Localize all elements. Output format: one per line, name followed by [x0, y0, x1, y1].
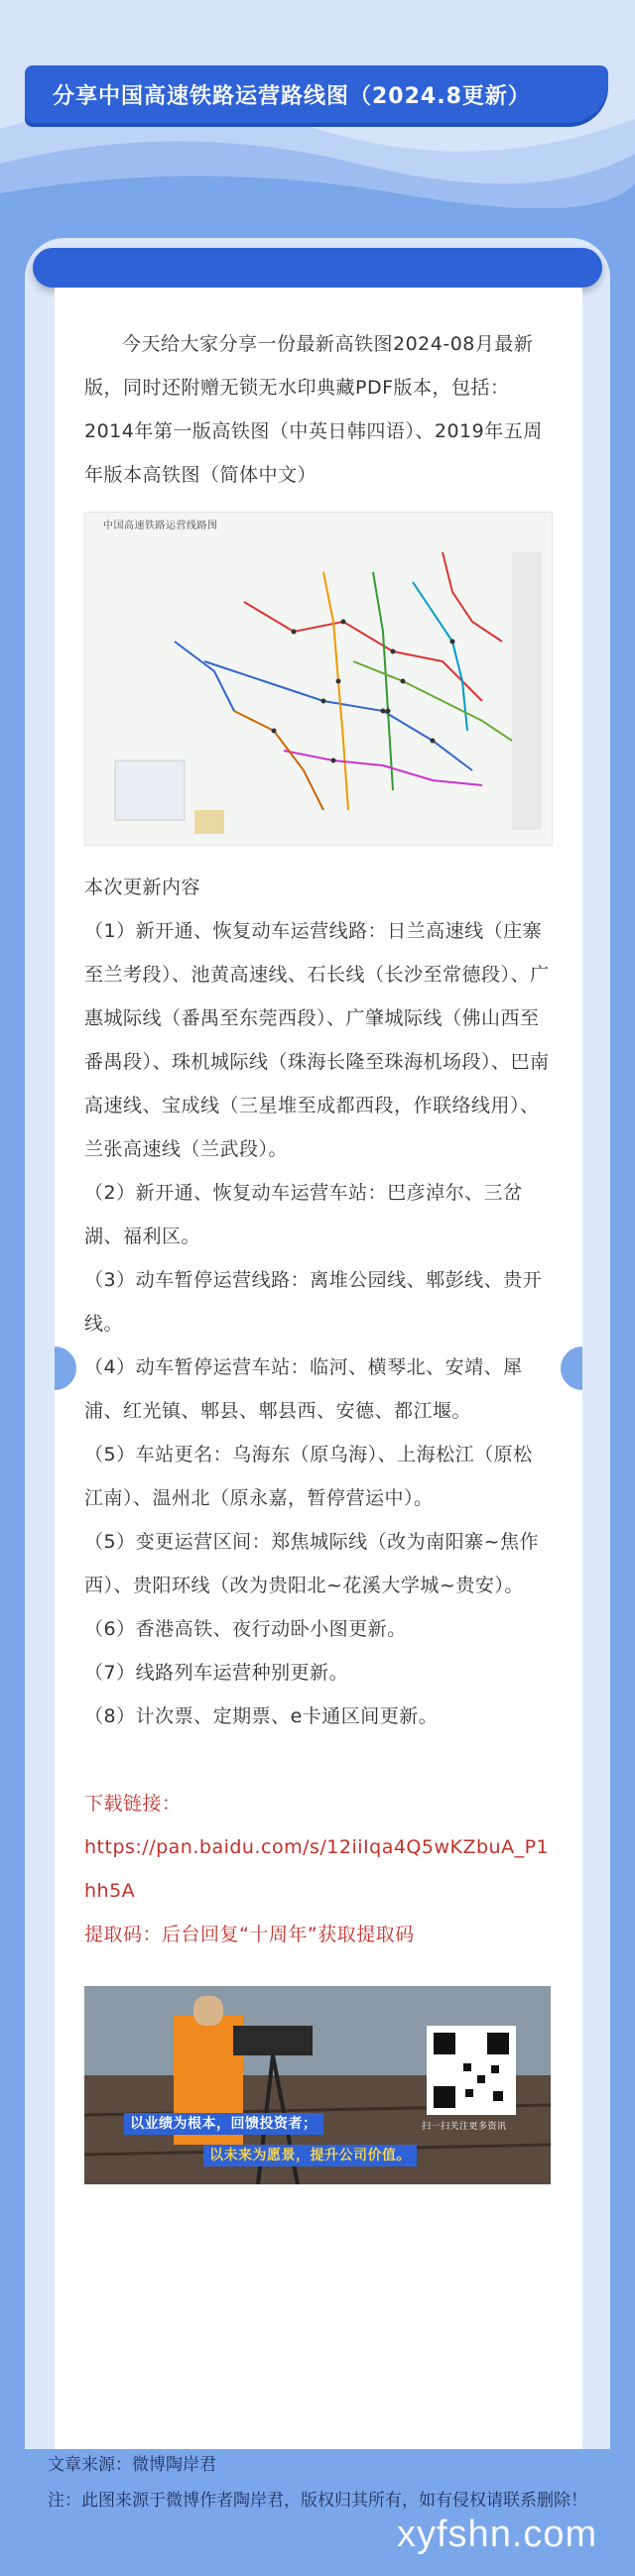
- source-credit: 文章来源：微博陶岸君: [48, 2455, 216, 2475]
- update-item: （5）车站更名：乌海东（原乌海）、上海松江（原松江南）、温州北（原永嘉，暂停营运中）。: [84, 1444, 533, 1509]
- page-title: 分享中国高速铁路运营路线图（2024.8更新）: [53, 83, 531, 109]
- update-item: （5）变更运营区间：郑焦城际线（改为南阳寨~焦作西）、贵阳环线（改为贵阳北~花溪大学城~贵安）。: [84, 1531, 540, 1596]
- promo-photo[interactable]: [84, 1986, 551, 2184]
- qr-caption: 扫一扫关注更多资讯: [422, 2122, 507, 2132]
- extraction-code-note: 提取码：后台回复“十周年”获取提取码: [84, 1924, 415, 1945]
- article-footer: [48, 2447, 603, 2518]
- railway-network-graphic: [85, 513, 552, 845]
- update-item: （7）线路列车运营种别更新。: [84, 1662, 349, 1684]
- update-item: （3）动车暂停运营线路：离堆公园线、郫彭线、贵开线。: [84, 1269, 543, 1335]
- update-item: （1）新开通、恢复动车运营线路：日兰高速线（庄寨至兰考段）、池黄高速线、石长线（长沙至常德段）、广惠城际线（番禺至东莞西段）、广肇城际线（佛山西至番禺段）、珠机城际线（珠海长隆至珠海机场段）、巴南高速线、宝成线（三星堆至成都西段，作联络线用）、兰张高速线（兰武段）。: [84, 920, 550, 1160]
- copyright-note: 注：此图来源于微博作者陶岸君，版权归其所有，如有侵权请联系删除！: [48, 2491, 587, 2511]
- site-watermark: xyfshn.com: [397, 2514, 598, 2555]
- photo-slogan-1: 以业绩为根本，回馈投资者；: [124, 2113, 323, 2135]
- railway-map-image[interactable]: [84, 512, 553, 846]
- update-item: （6）香港高铁、夜行动卧小图更新。: [84, 1618, 407, 1640]
- spacer: [84, 1738, 551, 1782]
- intro-paragraph: 今天给大家分享一份最新高铁图2024-08月最新版，同时还附赠无锁无水印典藏PDF版本，包括：2014年第一版高铁图（中英日韩四语）、2019年五周年版本高铁图（简体中文）: [84, 333, 543, 486]
- map-title: 中国高速铁路运营线路图: [103, 521, 218, 531]
- photo-slogan-2: 以未来为愿景，提升公司价值。: [203, 2145, 417, 2166]
- update-heading: 本次更新内容: [84, 877, 201, 898]
- article-content: [84, 322, 551, 2184]
- download-link[interactable]: https://pan.baidu.com/s/12iiIqa4Q5wKZbuA_P1hh5A: [84, 1836, 550, 1902]
- update-item: （8）计次票、定期票、e卡通区间更新。: [84, 1705, 439, 1727]
- update-item: （4）动车暂停运营车站：临河、横琴北、安靖、犀浦、红光镇、郫县、郫县西、安德、都江堰。: [84, 1356, 523, 1422]
- card-top-pill: [33, 248, 602, 288]
- download-label: 下载链接：: [84, 1793, 182, 1815]
- update-item: （2）新开通、恢复动车运营车站：巴彦淖尔、三岔湖、福利区。: [84, 1182, 523, 1247]
- title-banner: [25, 65, 608, 123]
